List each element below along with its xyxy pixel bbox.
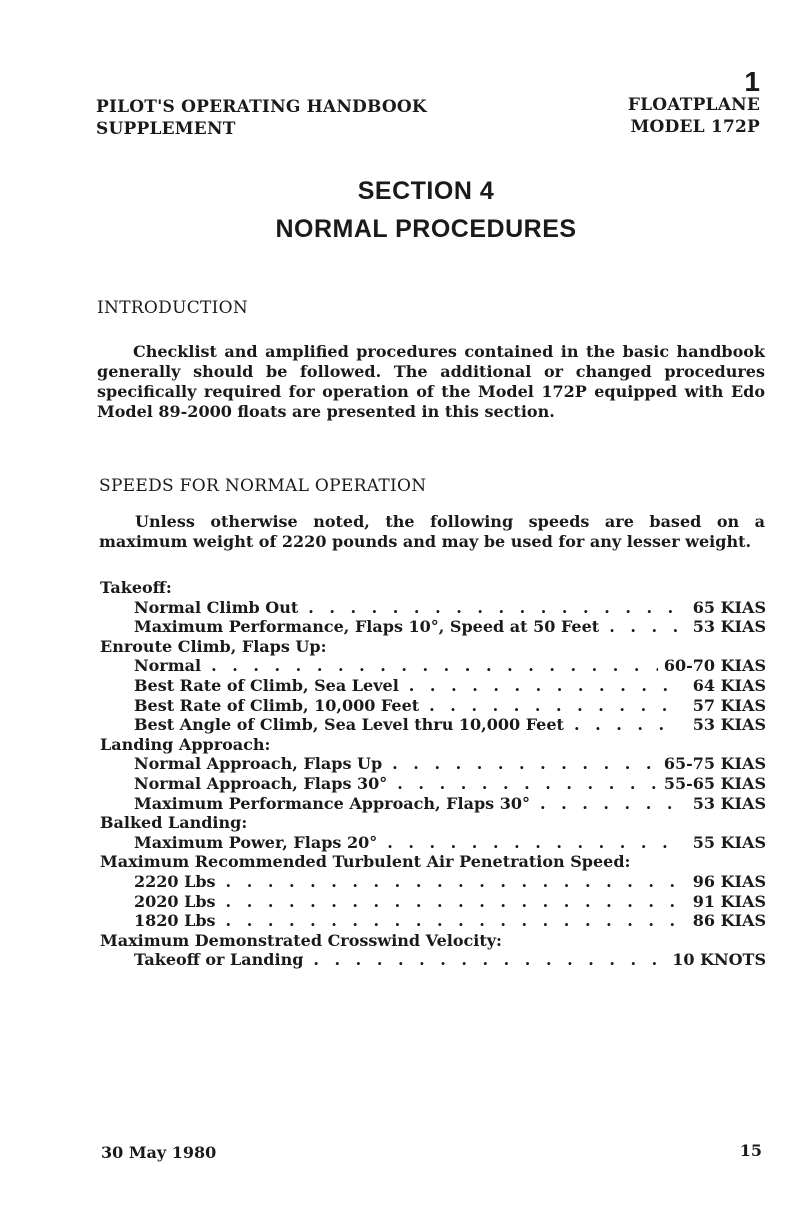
category-label: Balked Landing:: [100, 813, 248, 833]
speed-value: 57 KIAS: [692, 695, 766, 715]
dot-leader: [387, 833, 680, 853]
speeds-paragraph: [99, 512, 765, 552]
speed-row: [100, 774, 766, 794]
speed-value: 53 KIAS: [692, 715, 766, 735]
dot-leader: [392, 754, 658, 774]
speed-label: Normal: [134, 656, 202, 676]
speed-value: 10 KNOTS: [672, 950, 766, 970]
speed-row: [100, 754, 766, 774]
speed-label: Normal Approach, Flaps Up: [134, 754, 383, 774]
speed-value: 55-65 KIAS: [663, 773, 766, 793]
dot-leader: [308, 598, 680, 618]
speed-label: 2220 Lbs: [134, 871, 216, 891]
speed-value: 96 KIAS: [692, 871, 766, 891]
category-label: Maximum Demonstrated Crosswind Velocity:: [100, 930, 502, 950]
speed-category: [100, 637, 766, 657]
introduction-heading: INTRODUCTION: [97, 298, 249, 318]
dot-leader: [226, 872, 680, 892]
speed-category: [100, 813, 766, 833]
page-number: 15: [739, 1141, 762, 1160]
section-title: [0, 172, 792, 248]
speed-label: Takeoff or Landing: [134, 950, 304, 970]
dot-leader: [211, 656, 658, 676]
speeds-list: [100, 578, 766, 970]
speed-value: 55 KIAS: [692, 832, 766, 852]
speed-row: [100, 892, 766, 912]
speed-row: [100, 696, 766, 716]
aircraft-type: FLOATPLANE: [627, 95, 760, 115]
dot-leader: [226, 911, 680, 931]
speed-value: 65 KIAS: [692, 597, 766, 617]
speed-value: 86 KIAS: [692, 911, 766, 931]
dot-leader: [540, 794, 680, 814]
introduction-text: Checklist and amplified procedures contained in the basic handbook generally should be followed. The additional or changed procedures specifically required for operation of the Model 172P equipped with Edo Model 89-2000 floats are presented in this section.: [97, 342, 765, 421]
header-right: [628, 94, 760, 138]
handbook-title: PILOT'S OPERATING HANDBOOK: [96, 97, 427, 117]
speed-label: Maximum Performance Approach, Flaps 30°: [134, 793, 530, 813]
speeds-text: Unless otherwise noted, the following speeds are based on a maximum weight of 2220 pounds and may be used for any lesser weight.: [99, 512, 765, 551]
speed-label: Best Rate of Climb, Sea Level: [134, 675, 399, 695]
speed-row: [100, 833, 766, 853]
category-label: Enroute Climb, Flaps Up:: [100, 636, 327, 656]
speed-row: [100, 715, 766, 735]
speed-row: [100, 656, 766, 676]
speed-value: 53 KIAS: [692, 793, 766, 813]
category-label: Landing Approach:: [100, 734, 271, 754]
speed-row: [100, 598, 766, 618]
category-label: Maximum Recommended Turbulent Air Penetration Speed:: [100, 852, 631, 872]
speed-row: [100, 872, 766, 892]
speed-label: 1820 Lbs: [134, 911, 216, 931]
speed-value: 64 KIAS: [692, 675, 766, 695]
speed-label: Normal Approach, Flaps 30°: [134, 773, 388, 793]
aircraft-model: MODEL 172P: [630, 117, 760, 137]
dot-leader: [226, 892, 680, 912]
introduction-paragraph: [97, 342, 765, 422]
dot-leader: [429, 696, 680, 716]
speed-category: [100, 852, 766, 872]
speed-row: [100, 950, 766, 970]
speed-label: Best Angle of Climb, Sea Level thru 10,000 Feet: [134, 715, 564, 735]
speed-value: 53 KIAS: [692, 617, 766, 637]
footer-date: 30 May 1980: [101, 1143, 217, 1162]
speed-value: 91 KIAS: [692, 891, 766, 911]
section-number: SECTION 4: [357, 177, 495, 205]
speed-label: Maximum Power, Flaps 20°: [134, 832, 378, 852]
dot-leader: [409, 676, 680, 696]
speed-category: [100, 735, 766, 755]
supplement-number: 1: [744, 66, 760, 97]
speed-label: 2020 Lbs: [134, 891, 216, 911]
dot-leader: [397, 774, 658, 794]
dot-leader: [609, 617, 680, 637]
dot-leader: [574, 715, 680, 735]
section-name: NORMAL PROCEDURES: [275, 215, 577, 243]
speed-row: [100, 794, 766, 814]
speed-category: [100, 931, 766, 951]
speed-value: 60-70 KIAS: [663, 656, 766, 676]
dot-leader: [313, 950, 666, 970]
speed-label: Maximum Performance, Flaps 10°, Speed at 50 Feet: [134, 617, 600, 637]
speed-label: Best Rate of Climb, 10,000 Feet: [134, 695, 420, 715]
speed-row: [100, 676, 766, 696]
speed-category: [100, 578, 766, 598]
supplement-label: SUPPLEMENT: [96, 119, 236, 139]
header-left: [96, 96, 427, 140]
speed-row: [100, 911, 766, 931]
speed-value: 65-75 KIAS: [663, 754, 766, 774]
speeds-heading: SPEEDS FOR NORMAL OPERATION: [99, 476, 427, 496]
speed-row: [100, 617, 766, 637]
category-label: Takeoff:: [100, 578, 172, 597]
speed-label: Normal Climb Out: [134, 597, 299, 617]
